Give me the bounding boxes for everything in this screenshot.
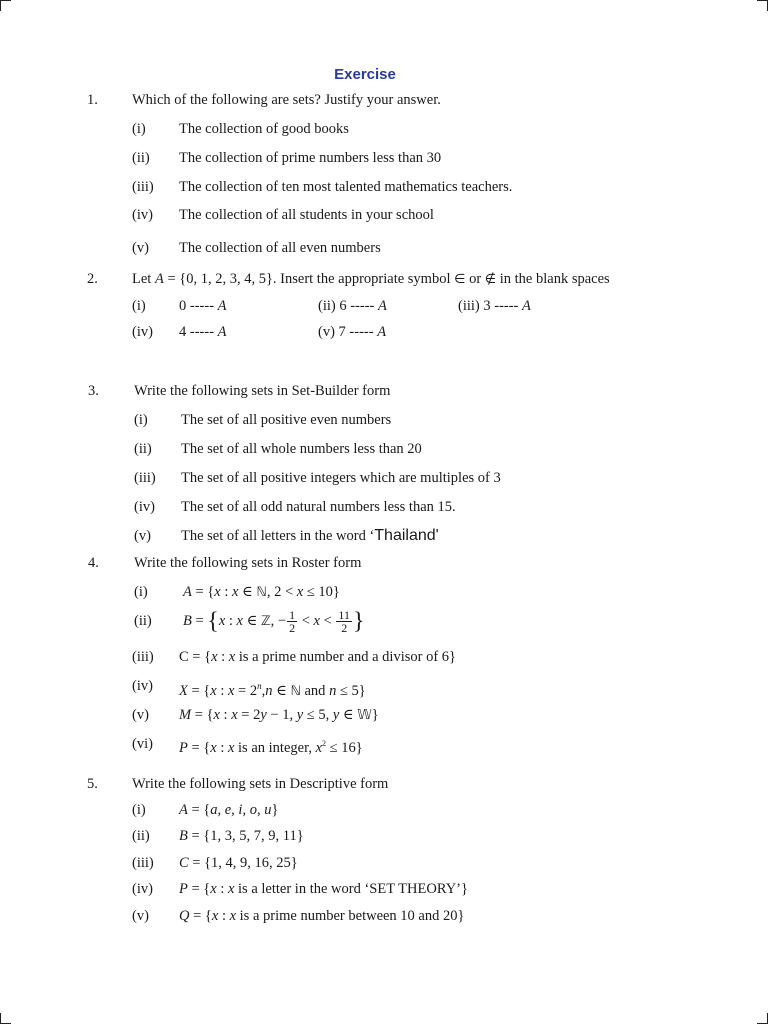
- q1-item-text: The collection of all students in your school: [179, 207, 434, 223]
- crop-mark-bottom-left: [0, 1013, 11, 1024]
- q2-number: 2.: [87, 271, 98, 287]
- q4-item-label: (iii): [132, 649, 154, 665]
- q4-number: 4.: [88, 555, 99, 571]
- q3-item-text: The set of all odd natural numbers less than 15.: [181, 499, 456, 515]
- crop-mark-bottom-right: [757, 1013, 768, 1024]
- q4-item-label: (ii): [134, 613, 152, 629]
- q1-item-label: (ii): [132, 150, 150, 166]
- page-title: Exercise: [334, 66, 396, 83]
- q3-item-text: The set of all positive even numbers: [181, 412, 392, 428]
- q5-item-expression: P = {x : x is a letter in the word ‘SET THEORY’}: [179, 881, 468, 897]
- q3-item-label: (ii): [134, 441, 152, 457]
- q3-text: Write the following sets in Set-Builder form: [134, 383, 391, 399]
- q5-item-label: (ii): [132, 828, 150, 844]
- q2-item: (v) 7 ----- A: [318, 324, 387, 340]
- q2-item: (iii) 3 ----- A: [458, 298, 531, 314]
- word-thailand: Thailand': [374, 527, 439, 544]
- q4-item-label: (i): [134, 584, 148, 600]
- element-of-symbol: ∈: [454, 272, 466, 287]
- q1-item-label: (iii): [132, 179, 154, 195]
- q4-item-expression: P = {x : x is an integer, $x^2 \le 16$}: [179, 739, 363, 756]
- q1-item-label: (i): [132, 121, 146, 137]
- q2-text: Let A = {0, 1, 2, 3, 4, 5}. Insert the appropriate symbol ∈ or ∉ in the blank spaces: [132, 271, 610, 287]
- q4-item-expression: A = {x : x ∈ ℕ, 2 < x ≤ 10}: [183, 584, 340, 600]
- q4-text: Write the following sets in Roster form: [134, 555, 362, 571]
- q3-item-label: (iv): [134, 499, 155, 515]
- q2-item-label: (i): [132, 298, 146, 314]
- fraction-eleven-halves: $\frac{11}{2}$: [338, 608, 350, 636]
- q1-item-text: The collection of ten most talented mathematics teachers.: [179, 179, 513, 195]
- q5-item-expression: C = {1, 4, 9, 16, 25}: [179, 855, 298, 871]
- q5-text: Write the following sets in Descriptive form: [132, 776, 389, 792]
- q5-item-label: (i): [132, 802, 146, 818]
- q4-item-expression: C = {x : x is a prime number and a divisor of 6}: [179, 649, 457, 665]
- q4-item-expression: M = {x : x = 2y − 1, y ≤ 5, y ∈ 𝕎}: [179, 707, 379, 723]
- q1-item-label: (v): [132, 240, 149, 256]
- q3-number: 3.: [88, 383, 99, 399]
- q5-item-label: (v): [132, 908, 149, 924]
- q2-item-label: (iv): [132, 324, 153, 340]
- q2-item: (ii) 6 ----- A: [318, 298, 387, 314]
- crop-mark-top-right: [757, 0, 768, 11]
- q1-item-text: The collection of good books: [179, 121, 349, 137]
- q4-item-label: (v): [132, 707, 149, 723]
- q4-item-label: (vi): [132, 736, 153, 752]
- q5-item-expression: Q = {x : x is a prime number between 10 and 20}: [179, 908, 465, 924]
- q2-item-text: 4 ----- A: [179, 324, 227, 340]
- q5-item-expression: B = {1, 3, 5, 7, 9, 11}: [179, 828, 304, 844]
- q1-item-text: The collection of all even numbers: [179, 240, 381, 256]
- crop-mark-top-left: [0, 0, 11, 11]
- q5-item-label: (iv): [132, 881, 153, 897]
- q1-item-text: The collection of prime numbers less than 30: [179, 150, 442, 166]
- q2-item-text: 0 ----- A: [179, 298, 227, 314]
- q3-item-text: The set of all positive integers which are multiples of 3: [181, 470, 501, 486]
- q5-number: 5.: [87, 776, 98, 792]
- q1-number: 1.: [87, 92, 98, 108]
- q4-item-label: (iv): [132, 678, 153, 694]
- q1-item-label: (iv): [132, 207, 153, 223]
- not-element-of-symbol: ∉: [484, 272, 497, 287]
- q1-text: Which of the following are sets? Justify your answer.: [132, 92, 441, 108]
- q3-item-label: (iii): [134, 470, 156, 486]
- q3-item-label: (v): [134, 528, 151, 544]
- q5-item-label: (iii): [132, 855, 154, 871]
- q4-item-expression: X = {x : $x = 2^n,n$ ∈ ℕ and n ≤ 5}: [179, 681, 366, 699]
- q5-item-expression: A = {a, e, i, o, u}: [179, 802, 279, 818]
- q3-item-label: (i): [134, 412, 148, 428]
- q4-item-expression: B = {x : x ∈ ℤ, − $\frac{1}{2}$ < x < $\frac{11}{2}$ }: [183, 608, 365, 636]
- fraction-one-half: $\frac{1}{2}$: [289, 608, 296, 636]
- q3-item-text: The set of all whole numbers less than 20: [181, 441, 422, 457]
- q3-item-text: The set of all letters in the word ‘Thailand': [181, 527, 439, 544]
